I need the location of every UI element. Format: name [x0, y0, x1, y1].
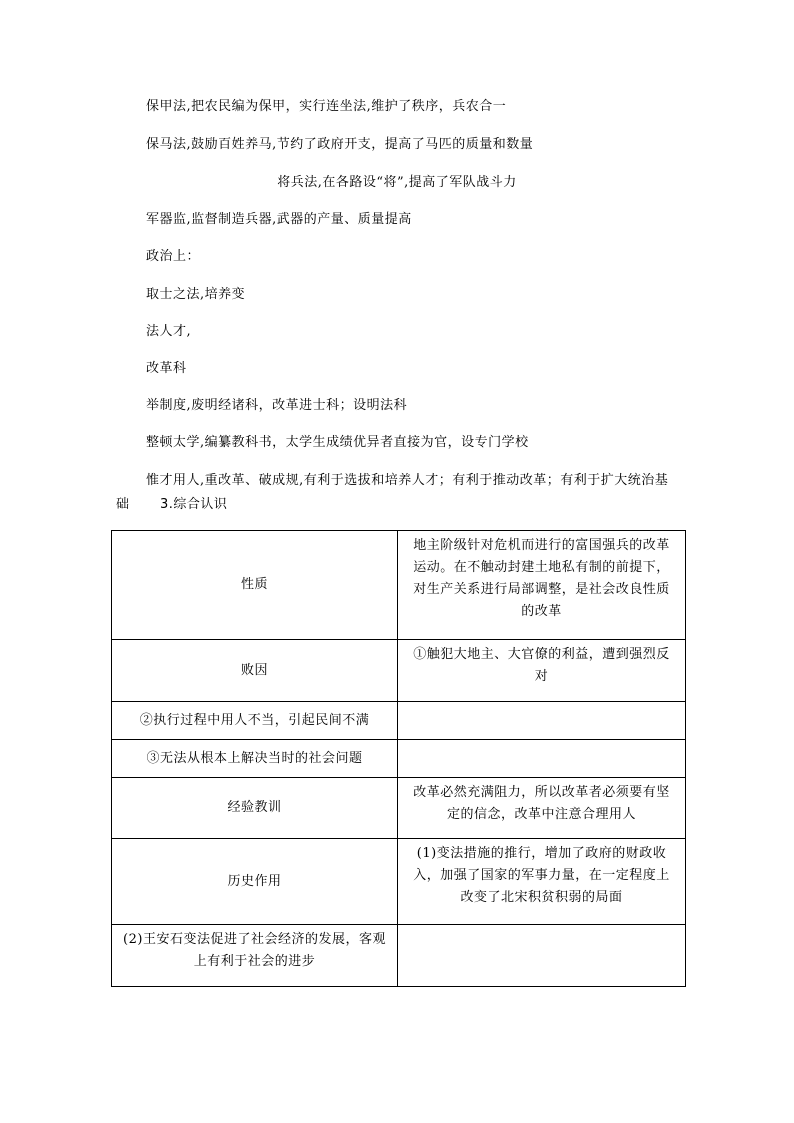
failure-reason-3: ③无法从根本上解决当时的社会问题	[112, 740, 398, 778]
paragraph-qushi-1: 取士之法,培养变	[146, 287, 246, 302]
table-row-role	[112, 839, 686, 925]
paragraph-keju-2: 举制度,废明经诸科，改革进士科；设明法科	[146, 398, 408, 413]
section-heading: 3.综合认识	[160, 497, 228, 512]
paragraph-baoma: 保马法,鼓励百姓养马,节约了政府开支，提高了马匹的质量和数量	[146, 137, 534, 152]
paragraph-qushi-2: 法人才,	[146, 324, 192, 339]
table-row-failure-3	[112, 740, 686, 778]
paragraph-baojia: 保甲法,把农民编为保甲，实行连坐法,维护了秩序，兵农合一	[146, 99, 507, 114]
summary-table	[111, 530, 686, 987]
paragraph-keju-1: 改革科	[146, 361, 187, 376]
table-row-nature	[112, 531, 686, 640]
nature-label: 性质	[112, 531, 398, 640]
table-row-role-2	[112, 925, 686, 987]
paragraph-junqijian: 军器监,监督制造兵器,武器的产量、质量提高	[146, 212, 412, 227]
role-label: 历史作用	[112, 839, 398, 925]
paragraph-political-heading: 政治上：	[146, 249, 201, 264]
failure-reason-1: ①触犯大地主、大官僚的利益，遭到强烈反对	[398, 640, 686, 702]
lesson-text: 改革必然充满阻力，所以改革者必须要有坚定的信念，改革中注意合理用人	[398, 778, 686, 839]
empty-cell	[398, 740, 686, 778]
paragraph-yongren: 惟才用人,重改革、破成规,有利于选拔和培养人才；有利于推动改革；有利于扩大统治基	[146, 473, 669, 488]
paragraph-jiangbing: 将兵法,在各路设“将”,提高了军队战斗力	[277, 175, 517, 190]
empty-cell	[398, 925, 686, 987]
paragraph-yongren-cont: 础	[116, 497, 130, 512]
failure-label: 败因	[112, 640, 398, 702]
table-row-failure	[112, 640, 686, 702]
role-effect-1: (1)变法措施的推行，增加了政府的财政收入，加强了国家的军事力量，在一定程度上改变了北宋积贫积弱的局面	[398, 839, 686, 925]
role-effect-2: (2)王安石变法促进了社会经济的发展，客观上有利于社会的进步	[112, 925, 398, 987]
nature-text: 地主阶级针对危机而进行的富国强兵的改革运动。在不触动封建土地私有制的前提下，对生产关系进行局部调整，是社会改良性质的改革	[398, 531, 686, 640]
lesson-label: 经验教训	[112, 778, 398, 839]
paragraph-taixue: 整顿太学,编纂教科书，太学生成绩优异者直接为官，设专门学校	[146, 435, 529, 450]
table-row-lesson	[112, 778, 686, 839]
empty-cell	[398, 702, 686, 740]
table-row-failure-2	[112, 702, 686, 740]
failure-reason-2: ②执行过程中用人不当，引起民间不满	[112, 702, 398, 740]
